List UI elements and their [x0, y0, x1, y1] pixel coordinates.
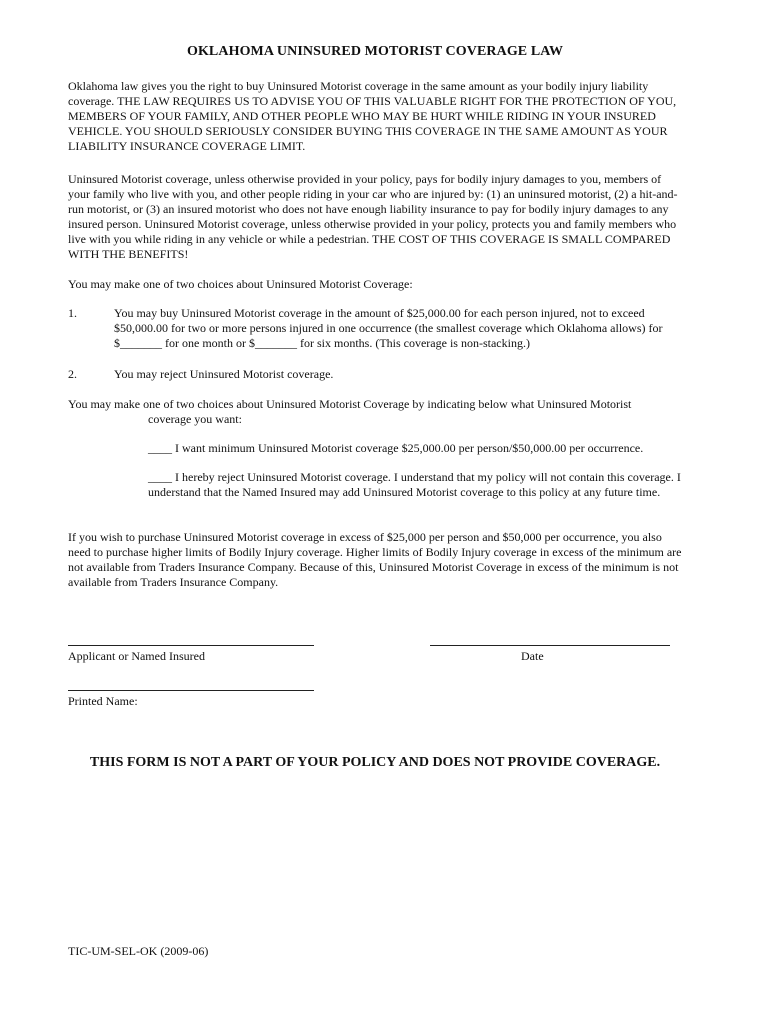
selection-instructions — [68, 397, 682, 427]
rights-paragraph: Oklahoma law gives you the right to buy Uninsured Motorist coverage in the same amount as your bodily injury liability coverage. THE LAW REQUIRES US TO ADVISE YOU OF THIS VALUABLE RIGHT FOR THE PROTECTION OF YOU, MEMBERS OF YOUR FAMILY, AND OTHER PEOPLE WHO MAY BE HURT WHILE RIDING IN YOUR INSURED VEHICLE. YOU SHOULD SERIOUSLY CONSIDER BUYING THIS COVERAGE IN THE SAME AMOUNT AS YOUR LIABILITY INSURANCE COVERAGE LIMIT. — [68, 79, 677, 153]
coverage-description-paragraph: Uninsured Motorist coverage, unless otherwise provided in your policy, pays for bodily injury damages to you, members of your family who live with you, and other people riding in your car who are injured by: (1) an uninsured motorist, (2) a hit-and-run motorist, or (3) an insured motorist who does not have enough liability insurance to pay for bodily injury damages to any insured person. Uninsured Motorist coverage, unless otherwise provided in your policy, protects you and family members who live with you while riding in any vehicle or while a pedestrian. THE COST OF THIS COVERAGE IS SMALL COMPARED WITH THE BENEFITS! — [68, 172, 678, 261]
excess-coverage-paragraph: If you wish to purchase Uninsured Motorist coverage in excess of $25,000 per person and $50,000 per occurrence, you also need to purchase higher limits of Bodily Injury coverage. Higher limits of Bodily Injury coverage in excess of the minimum are not available from Traders Insurance Company. Because of this, Uninsured Motorist Coverage in excess of the minimum is not available from Traders Insurance Company. — [68, 530, 682, 589]
option-text: You may reject Uninsured Motorist coverage. — [114, 367, 334, 381]
selection-instructions-line-2: coverage you want: — [148, 412, 242, 426]
form-code: TIC-UM-SEL-OK (2009-06) — [68, 944, 209, 958]
printed-name-label: Printed Name: — [68, 694, 138, 708]
applicant-signature-line[interactable] — [68, 645, 314, 646]
page-title: OKLAHOMA UNINSURED MOTORIST COVERAGE LAW — [186, 44, 564, 59]
date-label: Date — [521, 649, 544, 663]
printed-name-line[interactable] — [68, 690, 314, 691]
option-text: You may buy Uninsured Motorist coverage in the amount of $25,000.00 for each person injured, not to exceed $50,000.00 for two or more persons injured in one occurrence (the smallest coverage which Oklahoma allows) for $_______ for one month or $_______ for six months. (This coverage is non-stacking.) — [114, 306, 663, 350]
choices-intro-paragraph: You may make one of two choices about Uninsured Motorist Coverage: — [68, 277, 413, 291]
accept-coverage-choice[interactable]: ____ I want minimum Uninsured Motorist coverage $25,000.00 per person/$50,000.00 per occurrence. — [148, 441, 644, 455]
date-line[interactable] — [430, 645, 670, 646]
option-number: 1. — [68, 306, 77, 320]
selection-instructions-line-1: You may make one of two choices about Uninsured Motorist Coverage by indicating below what Uninsured Motorist — [68, 397, 632, 411]
applicant-signature-label: Applicant or Named Insured — [68, 649, 205, 663]
reject-coverage-choice[interactable]: ____ I hereby reject Uninsured Motorist coverage. I understand that my policy will not contain this coverage. I understand that the Named Insured may add Uninsured Motorist coverage to this policy at any future time. — [148, 470, 681, 499]
option-number: 2. — [68, 367, 77, 381]
policy-notice: THIS FORM IS NOT A PART OF YOUR POLICY AND DOES NOT PROVIDE COVERAGE. — [89, 755, 661, 770]
